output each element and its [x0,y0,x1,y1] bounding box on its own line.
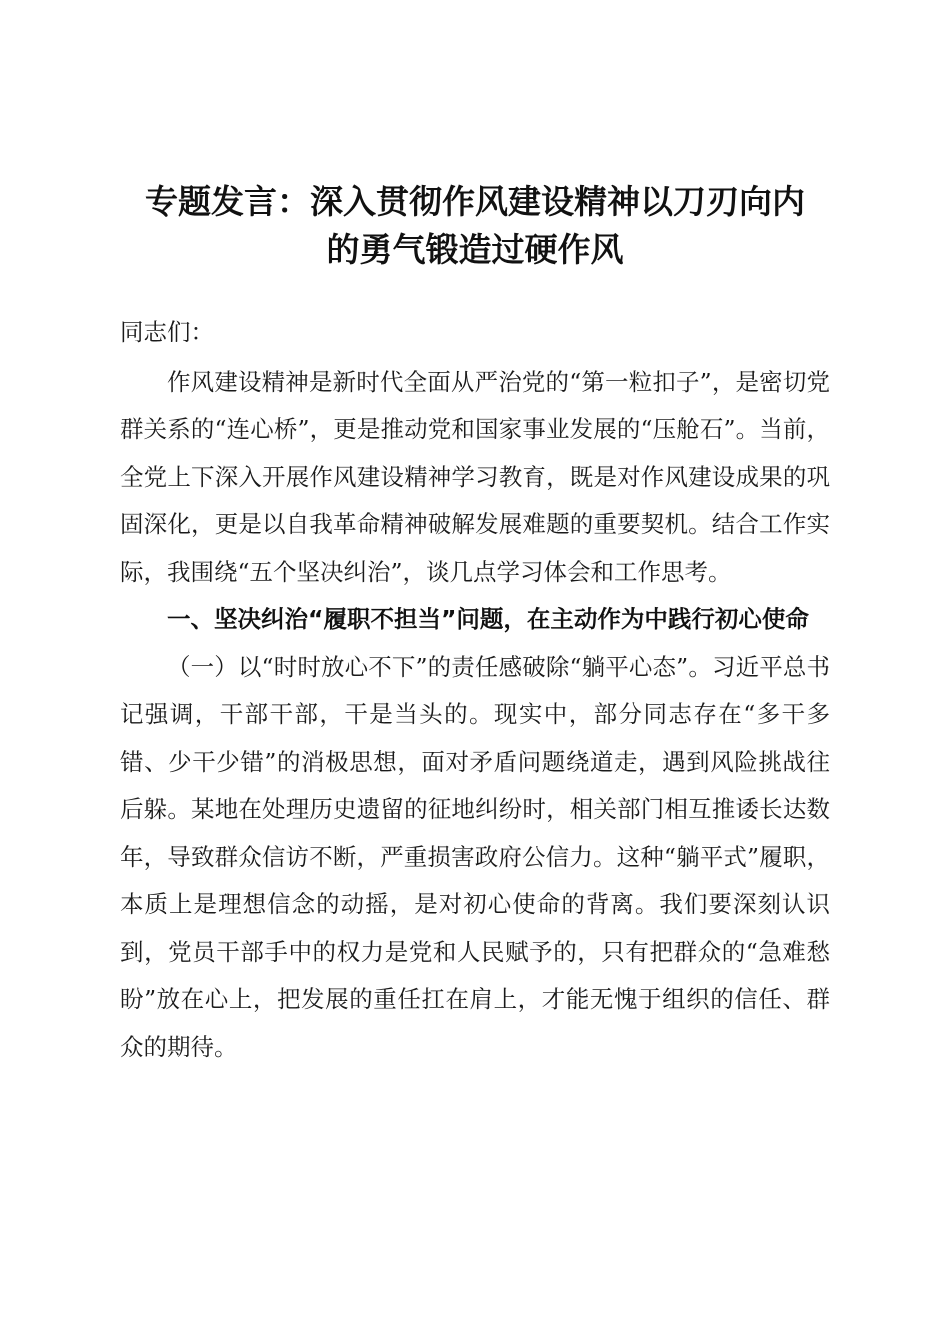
document-title [120,178,830,274]
subsection-1-paragraph: （一）以“时时放心不下”的责任感破除“躺平心态”。习近平总书记强调，干部干部，干是当头的。现实中，部分同志存在“多干多错、少干少错”的消极思想，面对矛盾问题绕道走，遇到风险挑战往后躲。某地在处理历史遗留的征地纠纷时，相关部门相互推诿长达数年，导致群众信访不断，严重损害政府公信力。这种“躺平式”履职，本质上是理想信念的动摇，是对初心使命的背离。我们要深刻认识到，党员干部手中的权力是党和人民赋予的，只有把群众的“急难愁盼”放在心上，把发展的重任扛在肩上，才能无愧于组织的信任、群众的期待。 [120,652,830,1061]
intro-paragraph: 作风建设精神是新时代全面从严治党的“第一粒扣子”，是密切党群关系的“连心桥”，更是推动党和国家事业发展的“压舱石”。当前，全党上下深入开展作风建设精神学习教育，既是对作风建设成果的巩固深化，更是以自我革命精神破解发展难题的重要契机。结合工作实际，我围绕“五个坚决纠治”，谈几点学习体会和工作思考。 [120,367,830,586]
title-line-1: 专题发言：深入贯彻作风建设精神以刀刃向内 [145,182,805,221]
salutation: 同志们： [120,318,214,346]
section-1-heading: 一、坚决纠治“履职不担当”问题，在主动作为中践行初心使命 [167,605,809,633]
title-line-2: 的勇气锻造过硬作风 [326,230,624,269]
